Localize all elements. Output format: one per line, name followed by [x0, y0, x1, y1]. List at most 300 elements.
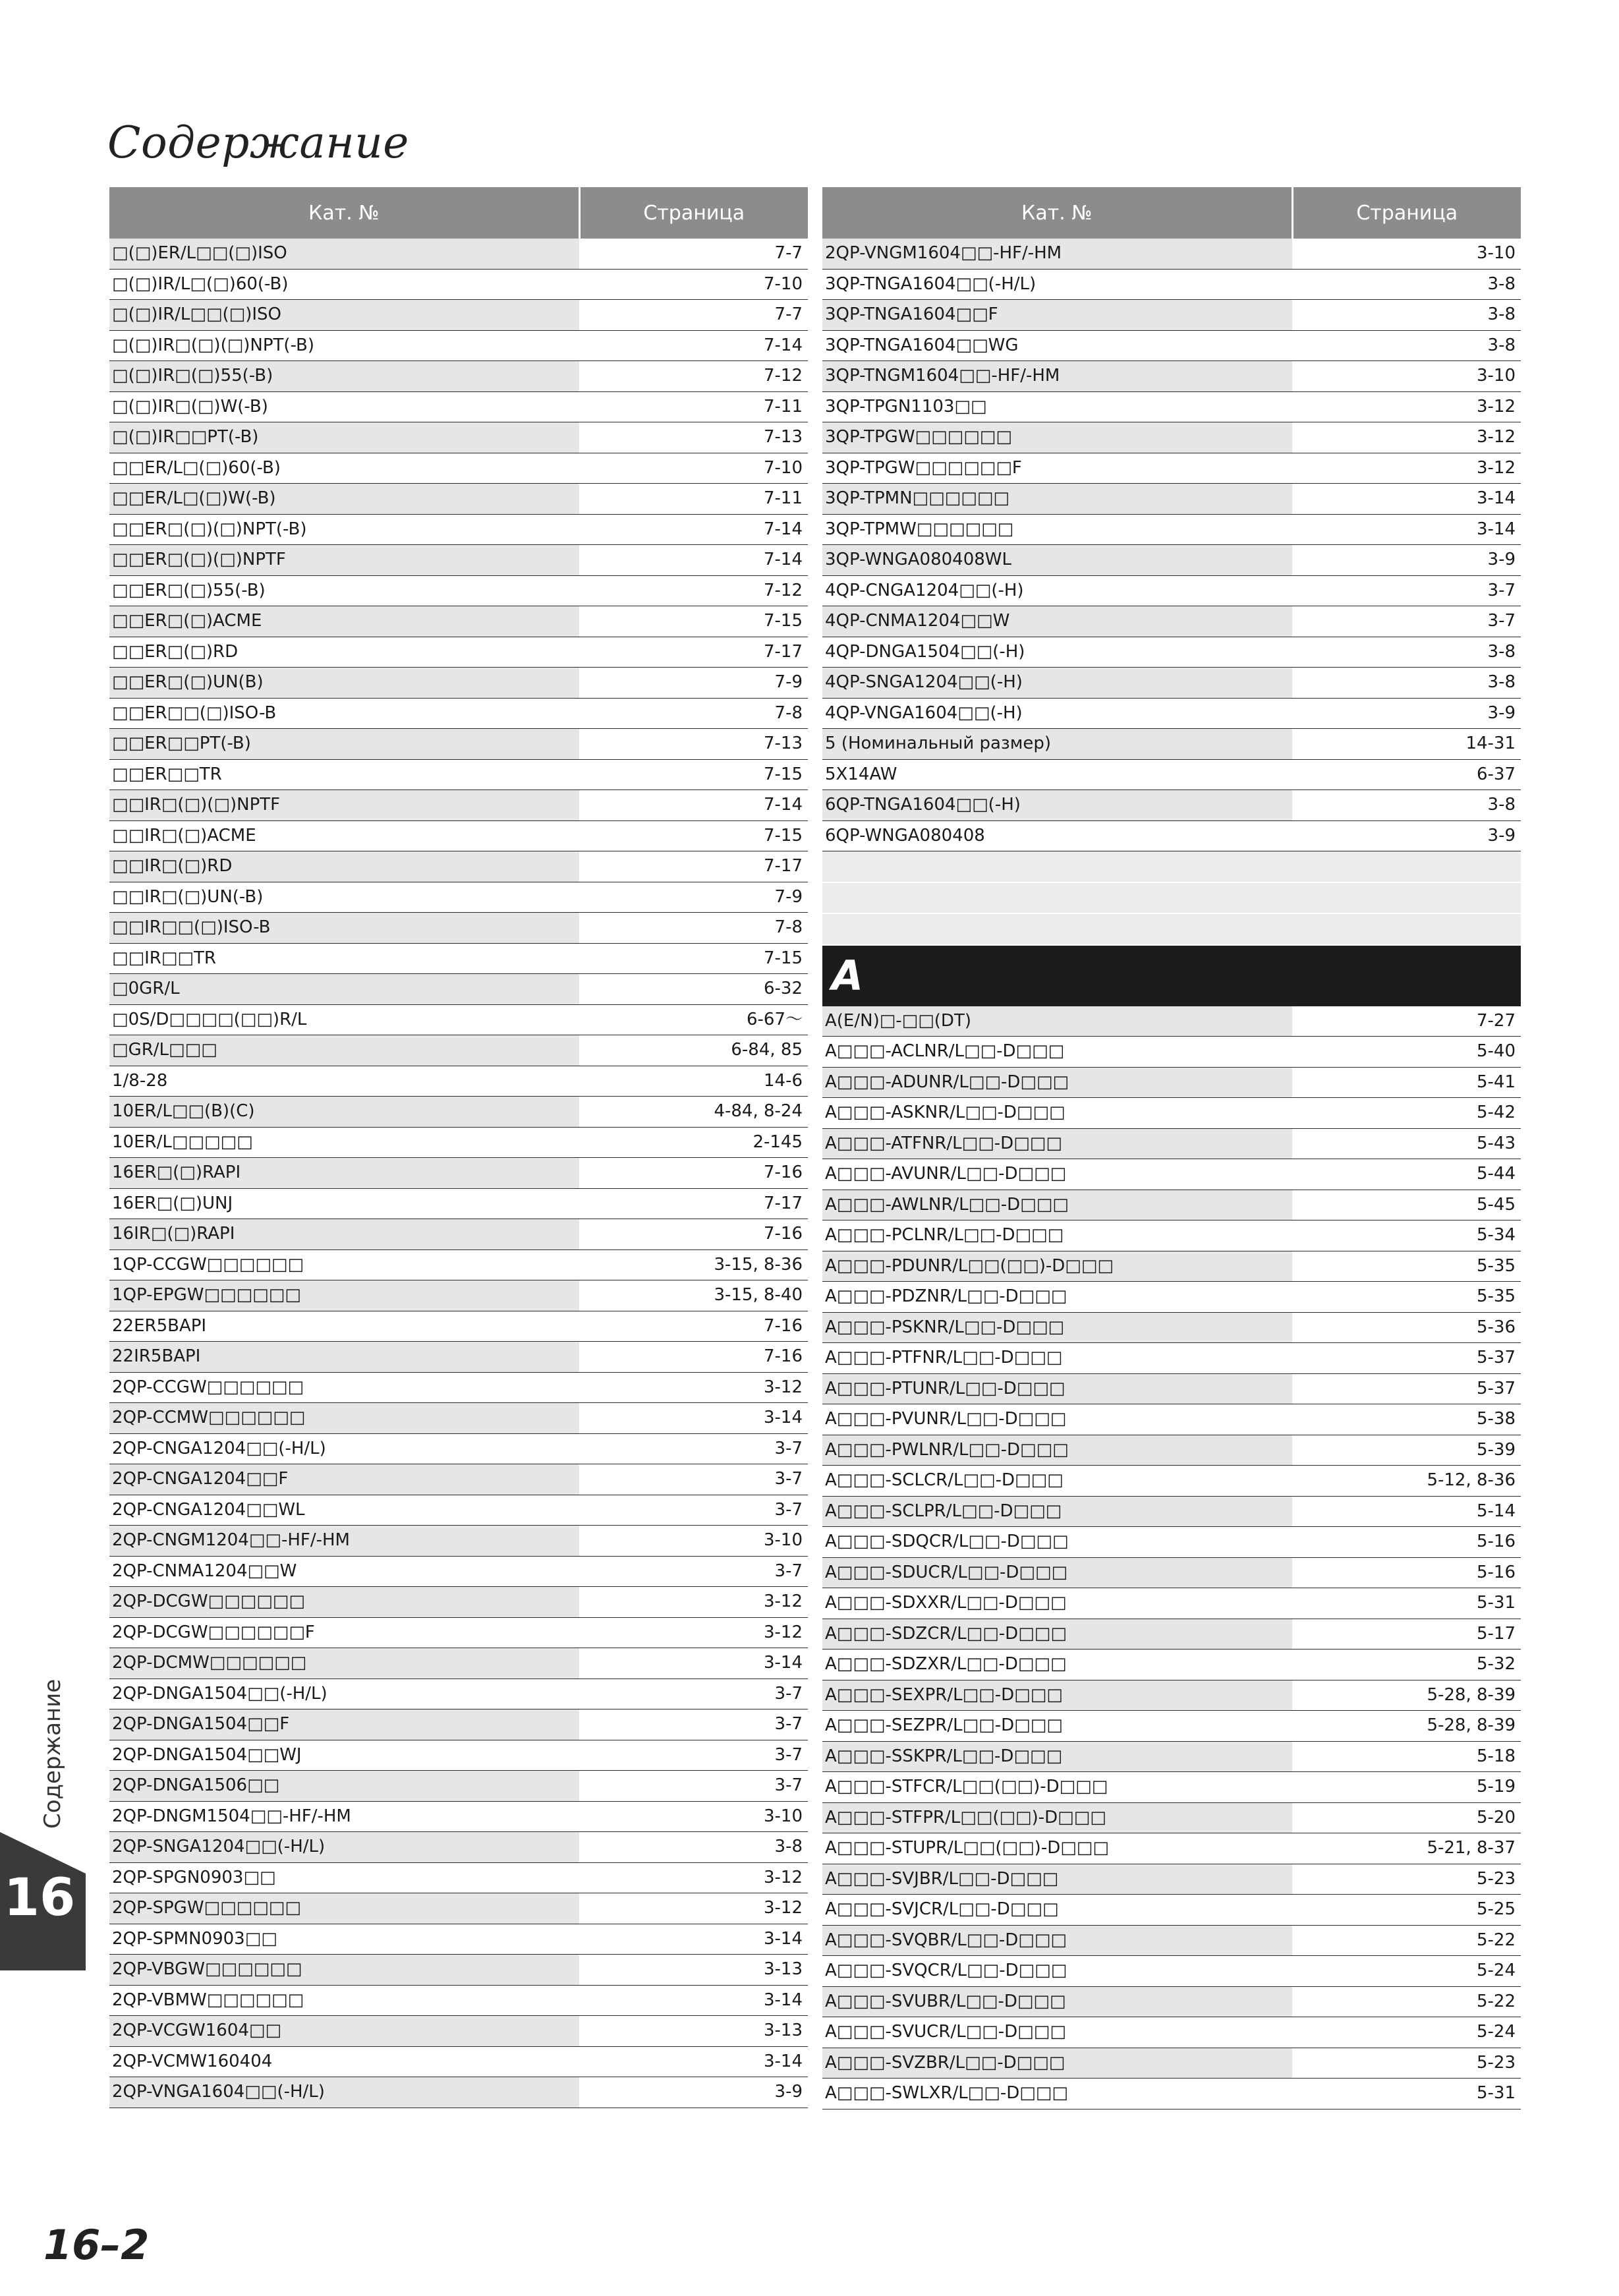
chapter-number: 16	[3, 1868, 76, 1928]
page-reference-cell: 5-22	[1292, 1925, 1521, 1956]
page-reference-cell: 7-7	[579, 300, 808, 331]
page-reference-cell: 3-14	[579, 1985, 808, 2016]
catalog-number-cell: □□ER□□(□)ISO-B	[109, 698, 579, 729]
table-row	[109, 1158, 808, 1189]
catalog-number-cell: A□□□-STFCR/L□□(□□)-D□□□	[822, 1772, 1292, 1803]
table-row	[822, 545, 1521, 576]
page-reference-cell: 5-14	[1292, 1496, 1521, 1527]
catalog-number-cell: □□ER/L□(□)60(-B)	[109, 453, 579, 484]
page-reference-cell: 5-19	[1292, 1772, 1521, 1803]
page-reference-cell: 7-8	[579, 913, 808, 944]
catalog-number-cell: 22ER5BAPI	[109, 1311, 579, 1342]
page-reference-cell: 5-16	[1292, 1527, 1521, 1558]
catalog-number-cell: 2QP-DNGM1504□□-HF/-HM	[109, 1801, 579, 1832]
page-reference-cell: 7-27	[1292, 1006, 1521, 1037]
page-reference-cell: 7-15	[579, 820, 808, 851]
table-row	[822, 1466, 1521, 1497]
page-reference-cell: 5-16	[1292, 1557, 1521, 1588]
page-reference-cell: 3-12	[579, 1372, 808, 1403]
table-row	[109, 1495, 808, 1526]
table-row	[822, 361, 1521, 392]
table-row	[109, 759, 808, 790]
page-reference-cell: 5-24	[1292, 2017, 1521, 2048]
page-reference-cell: 3-7	[579, 1709, 808, 1740]
catalog-number-cell: A□□□-STUPR/L□□(□□)-D□□□	[822, 1833, 1292, 1864]
catalog-number-cell: □(□)ER/L□□(□)ISO	[109, 239, 579, 269]
page-reference-cell: 5-21, 8-37	[1292, 1833, 1521, 1864]
page-reference-cell: 3-12	[579, 1862, 808, 1893]
page-reference-cell: 3-13	[579, 1955, 808, 1986]
page-reference-cell: 5-39	[1292, 1435, 1521, 1466]
catalog-number-cell: A□□□-SCLPR/L□□-D□□□	[822, 1496, 1292, 1527]
page-reference-cell: 3-12	[579, 1617, 808, 1648]
table-row	[822, 1128, 1521, 1159]
page-reference-cell: 3-15, 8-40	[579, 1280, 808, 1311]
table-row	[109, 1219, 808, 1250]
catalog-number-cell: A□□□-PDUNR/L□□(□□)-D□□□	[822, 1251, 1292, 1282]
table-row	[822, 1159, 1521, 1190]
empty-row	[822, 913, 1521, 945]
page-reference-cell: 3-13	[579, 2016, 808, 2047]
page-reference-cell: 7-13	[579, 729, 808, 760]
table-row	[822, 1895, 1521, 1926]
page-reference-cell: 3-7	[579, 1740, 808, 1771]
table-row	[109, 2046, 808, 2077]
page-reference-cell: 3-9	[1292, 820, 1521, 851]
page-reference-cell: 5-35	[1292, 1282, 1521, 1313]
table-row	[822, 790, 1521, 821]
page-reference-cell: 7-14	[579, 514, 808, 545]
catalog-number-cell: □GR/L□□□	[109, 1035, 579, 1066]
catalog-number-cell: 2QP-CNGA1204□□(-H/L)	[109, 1433, 579, 1464]
catalog-number-cell: 10ER/L□□(B)(C)	[109, 1097, 579, 1128]
catalog-number-cell: A□□□-SWLXR/L□□-D□□□	[822, 2079, 1292, 2109]
catalog-number-cell: 2QP-DNGA1504□□F	[109, 1709, 579, 1740]
page-reference-cell: 3-14	[579, 1648, 808, 1679]
table-row	[822, 1404, 1521, 1435]
page-reference-cell: 5-45	[1292, 1190, 1521, 1220]
table-row	[822, 1711, 1521, 1742]
catalog-number-cell: A□□□-PDZNR/L□□-D□□□	[822, 1282, 1292, 1313]
table-row	[109, 1709, 808, 1740]
catalog-number-cell: □0GR/L	[109, 974, 579, 1005]
catalog-number-cell: 2QP-SPGW□□□□□□	[109, 1893, 579, 1924]
table-row	[822, 1098, 1521, 1129]
page-reference-cell: 7-15	[579, 606, 808, 637]
catalog-number-cell: 6QP-WNGA080408	[822, 820, 1292, 851]
empty-row	[822, 882, 1521, 914]
catalog-number-cell: A□□□-SSKPR/L□□-D□□□	[822, 1741, 1292, 1772]
table-row	[822, 1312, 1521, 1343]
page-reference-cell: 3-7	[579, 1495, 808, 1526]
page-reference-cell: 5-32	[1292, 1650, 1521, 1680]
catalog-number-cell: □□ER□(□)UN(B)	[109, 668, 579, 699]
table-row	[109, 1985, 808, 2016]
catalog-number-cell: 3QP-TPGW□□□□□□F	[822, 453, 1292, 484]
catalog-number-cell: □□IR□□TR	[109, 943, 579, 974]
catalog-number-cell: A□□□-SVQCR/L□□-D□□□	[822, 1956, 1292, 1987]
catalog-number-cell: 2QP-CCMW□□□□□□	[109, 1403, 579, 1434]
catalog-number-cell: 2QP-CNGA1204□□F	[109, 1464, 579, 1495]
page-reference-cell: 3-7	[579, 1771, 808, 1802]
page-reference-cell: 5-25	[1292, 1895, 1521, 1926]
catalog-number-cell: 3QP-TPGN1103□□	[822, 391, 1292, 422]
table-row	[109, 1617, 808, 1648]
table-row	[109, 545, 808, 576]
catalog-number-cell: 3QP-TPMN□□□□□□	[822, 484, 1292, 515]
table-row	[822, 1619, 1521, 1650]
catalog-number-cell: 2QP-VCMW160404	[109, 2046, 579, 2077]
catalog-number-cell: 2QP-VBGW□□□□□□	[109, 1955, 579, 1986]
catalog-number-cell: A□□□-PTFNR/L□□-D□□□	[822, 1343, 1292, 1374]
table-row	[822, 759, 1521, 790]
page-reference-cell: 3-10	[579, 1801, 808, 1832]
page-reference-cell: 5-42	[1292, 1098, 1521, 1129]
page-reference-cell: 3-9	[579, 2077, 808, 2108]
page-reference-cell: 3-7	[579, 1679, 808, 1709]
table-row	[109, 1035, 808, 1066]
table-row	[109, 1066, 808, 1097]
table-row	[822, 1833, 1521, 1864]
table-row	[822, 1802, 1521, 1833]
catalog-number-cell: A□□□-PSKNR/L□□-D□□□	[822, 1312, 1292, 1343]
page-reference-cell: 3-15, 8-36	[579, 1249, 808, 1280]
page-reference-cell: 3-14	[579, 2046, 808, 2077]
page-reference-cell: 5-36	[1292, 1312, 1521, 1343]
page-reference-cell: 3-12	[1292, 391, 1521, 422]
page-reference-cell: 7-11	[579, 484, 808, 515]
catalog-number-cell: 5X14AW	[822, 759, 1292, 790]
catalog-number-cell: □□ER□(□)55(-B)	[109, 575, 579, 606]
table-row	[109, 484, 808, 515]
catalog-number-cell: 2QP-DCGW□□□□□□F	[109, 1617, 579, 1648]
table-row	[822, 1557, 1521, 1588]
page-reference-cell: 3-14	[1292, 514, 1521, 545]
empty-cell	[822, 851, 1292, 882]
page-reference-cell: 3-8	[1292, 330, 1521, 361]
catalog-number-cell: 3QP-TNGA1604□□(-H/L)	[822, 269, 1292, 300]
table-row	[822, 1282, 1521, 1313]
section-header-row	[822, 945, 1521, 1006]
page-reference-cell: 7-17	[579, 851, 808, 882]
catalog-number-cell: A□□□-SDZCR/L□□-D□□□	[822, 1619, 1292, 1650]
page-reference-cell: 6-67～	[579, 1004, 808, 1035]
table-row	[822, 514, 1521, 545]
toc-table-left	[109, 187, 808, 2108]
page-reference-cell: 3-7	[579, 1433, 808, 1464]
page-reference-cell: 6-32	[579, 974, 808, 1005]
page-reference-cell: 5-38	[1292, 1404, 1521, 1435]
table-header	[109, 187, 808, 239]
catalog-number-cell: □□ER□(□)ACME	[109, 606, 579, 637]
table-row	[109, 1004, 808, 1035]
page-reference-cell: 7-12	[579, 575, 808, 606]
table-row	[109, 1648, 808, 1679]
table-row	[822, 1680, 1521, 1711]
page-reference-cell: 3-8	[1292, 269, 1521, 300]
page-reference-cell: 7-12	[579, 361, 808, 392]
page-reference-cell: 3-8	[1292, 668, 1521, 699]
catalog-number-cell: 3QP-WNGA080408WL	[822, 545, 1292, 576]
catalog-number-cell: □□IR□(□)UN(-B)	[109, 882, 579, 913]
table-row	[822, 1986, 1521, 2017]
table-row	[822, 484, 1521, 515]
catalog-number-cell: 22IR5BAPI	[109, 1342, 579, 1373]
table-row	[109, 1280, 808, 1311]
catalog-number-cell: □□ER□(□)(□)NPT(-B)	[109, 514, 579, 545]
catalog-number-cell: 2QP-DNGA1504□□WJ	[109, 1740, 579, 1771]
catalog-number-cell: A□□□-SDXXR/L□□-D□□□	[822, 1588, 1292, 1619]
table-row	[109, 1433, 808, 1464]
page-reference-cell: 5-28, 8-39	[1292, 1711, 1521, 1742]
table-row	[109, 729, 808, 760]
catalog-number-cell: A□□□-SDUCR/L□□-D□□□	[822, 1557, 1292, 1588]
empty-cell	[822, 882, 1292, 914]
page-reference-cell: 3-10	[1292, 361, 1521, 392]
catalog-number-cell: □□ER□(□)RD	[109, 637, 579, 668]
page-reference-cell: 5-35	[1292, 1251, 1521, 1282]
page-reference-cell: 3-12	[579, 1587, 808, 1618]
catalog-number-cell: A□□□-STFPR/L□□(□□)-D□□□	[822, 1802, 1292, 1833]
table-row	[822, 606, 1521, 637]
table-row	[109, 269, 808, 300]
catalog-number-cell: A□□□-SVUCR/L□□-D□□□	[822, 2017, 1292, 2048]
catalog-number-cell: A□□□-SEXPR/L□□-D□□□	[822, 1680, 1292, 1711]
page-reference-cell: 6-37	[1292, 759, 1521, 790]
page-reference-cell: 3-12	[1292, 453, 1521, 484]
catalog-number-cell: □□ER□(□)(□)NPTF	[109, 545, 579, 576]
page-reference-cell: 5-28, 8-39	[1292, 1680, 1521, 1711]
catalog-number-cell: 3QP-TNGA1604□□WG	[822, 330, 1292, 361]
catalog-number-cell: A□□□-SDQCR/L□□-D□□□	[822, 1527, 1292, 1558]
catalog-number-cell: 16ER□(□)RAPI	[109, 1158, 579, 1189]
catalog-number-cell: 1QP-EPGW□□□□□□	[109, 1280, 579, 1311]
table-row	[109, 820, 808, 851]
table-row	[822, 1588, 1521, 1619]
table-row	[109, 1556, 808, 1587]
catalog-number-cell: 2QP-CNGA1204□□WL	[109, 1495, 579, 1526]
table-row	[822, 1650, 1521, 1680]
page-reference-cell: 3-10	[1292, 239, 1521, 269]
page-reference-cell: 5-22	[1292, 1986, 1521, 2017]
table-row	[822, 729, 1521, 760]
table-row	[109, 1464, 808, 1495]
table-row	[822, 453, 1521, 484]
page-reference-cell: 7-14	[579, 330, 808, 361]
table-row	[109, 1097, 808, 1128]
catalog-number-cell: 2QP-SPMN0903□□	[109, 1924, 579, 1955]
empty-cell	[1292, 913, 1521, 945]
table-row	[822, 1067, 1521, 1098]
page-reference-cell: 7-16	[579, 1219, 808, 1250]
catalog-number-cell: □□IR□(□)ACME	[109, 820, 579, 851]
page-reference-cell: 5-23	[1292, 1864, 1521, 1895]
table-row	[822, 698, 1521, 729]
table-row	[822, 575, 1521, 606]
table-row	[109, 1679, 808, 1709]
catalog-number-cell: 16ER□(□)UNJ	[109, 1188, 579, 1219]
page-number: 16–2	[43, 2221, 150, 2269]
table-row	[109, 453, 808, 484]
catalog-number-cell: A□□□-SDZXR/L□□-D□□□	[822, 1650, 1292, 1680]
page-reference-cell: 3-8	[579, 1832, 808, 1863]
catalog-number-cell: 5 (Номинальный размер)	[822, 729, 1292, 760]
table-row	[822, 391, 1521, 422]
page-reference-cell: 3-7	[579, 1464, 808, 1495]
page-reference-cell: 5-37	[1292, 1343, 1521, 1374]
catalog-number-cell: 2QP-CNGM1204□□-HF/-HM	[109, 1526, 579, 1557]
page-reference-cell: 7-9	[579, 882, 808, 913]
table-row	[109, 514, 808, 545]
catalog-number-cell: □0S/D□□□□(□□)R/L	[109, 1004, 579, 1035]
page-reference-cell: 3-14	[1292, 484, 1521, 515]
table-row	[109, 239, 808, 269]
table-row	[109, 1342, 808, 1373]
catalog-number-cell: □□ER/L□(□)W(-B)	[109, 484, 579, 515]
table-row	[822, 239, 1521, 269]
catalog-number-cell: 2QP-VNGM1604□□-HF/-HM	[822, 239, 1292, 269]
catalog-number-cell: A(E/N)□-□□(DT)	[822, 1006, 1292, 1037]
catalog-number-cell: □(□)IR□(□)(□)NPT(-B)	[109, 330, 579, 361]
page-reference-cell: 5-18	[1292, 1741, 1521, 1772]
table-row	[109, 2016, 808, 2047]
table-row	[109, 1372, 808, 1403]
catalog-number-cell: A□□□-SEZPR/L□□-D□□□	[822, 1711, 1292, 1742]
catalog-number-cell: □(□)IR□(□)W(-B)	[109, 391, 579, 422]
table-row	[109, 1801, 808, 1832]
table-row	[109, 1188, 808, 1219]
page-reference-cell: 5-34	[1292, 1220, 1521, 1251]
table-row	[109, 1862, 808, 1893]
catalog-number-cell: 3QP-TNGM1604□□-HF/-HM	[822, 361, 1292, 392]
table-row	[822, 2048, 1521, 2079]
side-section-label: Содержание	[40, 1679, 66, 1829]
page-reference-cell: 5-12, 8-36	[1292, 1466, 1521, 1497]
table-row	[822, 2017, 1521, 2048]
page-reference-cell: 3-9	[1292, 698, 1521, 729]
table-row	[109, 1403, 808, 1434]
catalog-number-cell: □□IR□(□)(□)NPTF	[109, 790, 579, 821]
table-row	[822, 1772, 1521, 1803]
table-row	[109, 1311, 808, 1342]
catalog-number-cell: A□□□-ATFNR/L□□-D□□□	[822, 1128, 1292, 1159]
table-row	[822, 300, 1521, 331]
table-row	[109, 1771, 808, 1802]
catalog-number-cell: 2QP-SNGA1204□□(-H/L)	[109, 1832, 579, 1863]
table-row	[109, 361, 808, 392]
catalog-number-cell: A□□□-PVUNR/L□□-D□□□	[822, 1404, 1292, 1435]
page-reference-cell: 5-23	[1292, 2048, 1521, 2079]
table-row	[109, 913, 808, 944]
page-reference-cell: 3-14	[579, 1403, 808, 1434]
page-reference-cell: 5-40	[1292, 1037, 1521, 1068]
table-row	[822, 1190, 1521, 1220]
page-reference-cell: 3-8	[1292, 790, 1521, 821]
empty-cell	[1292, 851, 1521, 882]
page-reference-cell: 3-12	[1292, 422, 1521, 453]
page-reference-cell: 7-14	[579, 545, 808, 576]
table-row	[822, 1435, 1521, 1466]
page-reference-cell: 7-7	[579, 239, 808, 269]
catalog-number-cell: 2QP-CNMA1204□□W	[109, 1556, 579, 1587]
page-reference-cell: 7-13	[579, 422, 808, 453]
page-reference-cell: 7-10	[579, 269, 808, 300]
table-header	[822, 187, 1521, 239]
page-reference-cell: 5-41	[1292, 1067, 1521, 1098]
page-reference-cell: 14-6	[579, 1066, 808, 1097]
empty-cell	[822, 913, 1292, 945]
catalog-number-cell: A□□□-SVJCR/L□□-D□□□	[822, 1895, 1292, 1926]
header-page: Страница	[1292, 187, 1521, 239]
table-row	[109, 882, 808, 913]
page-reference-cell: 5-37	[1292, 1373, 1521, 1404]
catalog-number-cell: □(□)IR/L□(□)60(-B)	[109, 269, 579, 300]
catalog-number-cell: 4QP-DNGA1504□□(-H)	[822, 637, 1292, 668]
page-reference-cell: 3-7	[1292, 606, 1521, 637]
table-row	[109, 1832, 808, 1863]
table-row	[822, 668, 1521, 699]
page-reference-cell: 7-17	[579, 637, 808, 668]
toc-table-right	[822, 187, 1521, 2109]
catalog-number-cell: A□□□-SVZBR/L□□-D□□□	[822, 2048, 1292, 2079]
catalog-number-cell: A□□□-AVUNR/L□□-D□□□	[822, 1159, 1292, 1190]
page-reference-cell: 5-31	[1292, 2079, 1521, 2109]
page-reference-cell: 5-31	[1292, 1588, 1521, 1619]
table-row	[109, 698, 808, 729]
catalog-number-cell: 4QP-CNGA1204□□(-H)	[822, 575, 1292, 606]
catalog-number-cell: □(□)IR□(□)55(-B)	[109, 361, 579, 392]
page-reference-cell: 5-44	[1292, 1159, 1521, 1190]
catalog-number-cell: A□□□-ASKNR/L□□-D□□□	[822, 1098, 1292, 1129]
table-row	[822, 1006, 1521, 1037]
table-row	[109, 1526, 808, 1557]
page-reference-cell: 2-145	[579, 1127, 808, 1158]
page-reference-cell: 3-7	[579, 1556, 808, 1587]
page-reference-cell: 5-24	[1292, 1956, 1521, 1987]
catalog-number-cell: 10ER/L□□□□□	[109, 1127, 579, 1158]
page-reference-cell: 7-10	[579, 453, 808, 484]
table-row	[109, 391, 808, 422]
catalog-number-cell: □□ER□□PT(-B)	[109, 729, 579, 760]
catalog-number-cell: □(□)IR/L□□(□)ISO	[109, 300, 579, 331]
table-row	[822, 1527, 1521, 1558]
table-row	[109, 1924, 808, 1955]
table-row	[822, 1373, 1521, 1404]
table-row	[109, 1893, 808, 1924]
table-row	[822, 820, 1521, 851]
page-reference-cell: 6-84, 85	[579, 1035, 808, 1066]
page-reference-cell: 5-43	[1292, 1128, 1521, 1159]
table-row	[822, 330, 1521, 361]
catalog-number-cell: 2QP-DNGA1506□□	[109, 1771, 579, 1802]
catalog-number-cell: A□□□-SVUBR/L□□-D□□□	[822, 1986, 1292, 2017]
table-row	[822, 422, 1521, 453]
catalog-number-cell: 3QP-TPMW□□□□□□	[822, 514, 1292, 545]
table-row	[109, 668, 808, 699]
page-title: Содержание	[107, 117, 409, 168]
page-reference-cell: 5-17	[1292, 1619, 1521, 1650]
page-reference-cell: 4-84, 8-24	[579, 1097, 808, 1128]
catalog-number-cell: 16IR□(□)RAPI	[109, 1219, 579, 1250]
page-reference-cell: 5-20	[1292, 1802, 1521, 1833]
page-reference-cell: 7-16	[579, 1158, 808, 1189]
catalog-number-cell: A□□□-ADUNR/L□□-D□□□	[822, 1067, 1292, 1098]
empty-row	[822, 851, 1521, 882]
catalog-number-cell: □□ER□□TR	[109, 759, 579, 790]
catalog-number-cell: □□IR□(□)RD	[109, 851, 579, 882]
table-row	[109, 851, 808, 882]
catalog-number-cell: 4QP-CNMA1204□□W	[822, 606, 1292, 637]
